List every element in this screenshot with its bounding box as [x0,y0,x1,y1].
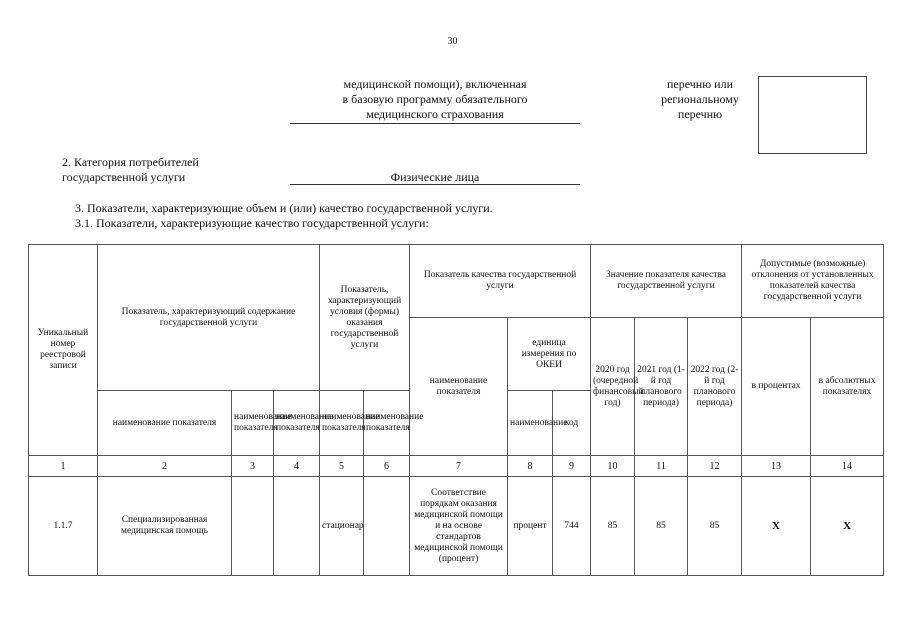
service-line: медицинского страхования [366,107,504,121]
header-indicator-name: наименование показателя [410,318,508,456]
col-number: 7 [410,456,508,477]
header-deviation: Допустимые (возможные) отклонения от установленных показателей качества государственной услуги [742,245,884,318]
col-number: 8 [508,456,553,477]
cell-empty [232,477,274,576]
service-name-block [290,77,580,122]
header-absolute: в абсолютных показателях [811,318,884,456]
col-number: 10 [591,456,635,477]
list-line: перечню [677,107,723,121]
header-registry: Уникальный номер реестровой записи [29,245,98,456]
category-label-line: 2. Категория потребителей [62,155,199,169]
header-unit-code: код [553,391,591,456]
quality-indicators-table [28,244,884,576]
col-number: 2 [98,456,232,477]
service-line: в базовую программу обязательного [342,92,528,106]
col-number: 4 [274,456,320,477]
header-year-2022: 2022 год (2-й год планового периода) [688,318,742,456]
header-quality: Показатель качества государственной услуги [410,245,591,318]
cell-empty [364,477,410,576]
category-underline [290,184,580,185]
table-row [29,477,884,576]
page-number: 30 [447,36,458,47]
service-line: медицинской помощи), включенная [343,77,527,91]
cell-value-2021: 85 [635,477,688,576]
col-number: 13 [742,456,811,477]
category-label [62,155,199,185]
cell-percent: Х [742,477,811,576]
header-content-name-3: наименование показателя [274,391,320,456]
header-condition-name-2: наименование показателя [364,391,410,456]
col-number: 9 [553,456,591,477]
cell-condition: стационар [320,477,364,576]
header-percent: в процентах [742,318,811,456]
cell-code: 744 [553,477,591,576]
list-line: перечню или [666,77,734,91]
header-conditions: Показатель, характеризующий условия (формы) оказания государственной услуги [320,245,410,391]
cell-unit: процент [508,477,553,576]
cell-registry: 1.1.7 [29,477,98,576]
col-number: 12 [688,456,742,477]
header-year-2021: 2021 год (1-й год планового периода) [635,318,688,456]
category-value: Физические лица [390,170,480,184]
header-year-2020: 2020 год (очередной финансовый год) [591,318,635,456]
cell-value-2022: 85 [688,477,742,576]
cell-indicator: Соответствие порядкам оказания медицинской помощи и на основе стандартов медицинской помощи (процент) [410,477,508,576]
col-number: 5 [320,456,364,477]
header-content-name-2: наименование показателя [232,391,274,456]
col-number: 14 [811,456,884,477]
cell-content: Специализированная медицинская помощь [98,477,232,576]
col-number: 11 [635,456,688,477]
cell-value-2020: 85 [591,477,635,576]
list-line: региональному [661,92,739,106]
header-condition-name: наименование показателя [320,391,364,456]
service-underline [290,123,580,124]
col-number: 3 [232,456,274,477]
column-numbers-row [29,456,884,477]
col-number: 1 [29,456,98,477]
category-label-line: государственной услуги [62,170,186,184]
header-content-name: наименование показателя [98,391,232,456]
cell-empty [274,477,320,576]
header-unit: единица измерения по ОКЕИ [508,318,591,391]
header-value: Значение показателя качества государственной услуги [591,245,742,318]
list-reference-block [640,77,760,122]
code-box [758,76,867,154]
col-number: 6 [364,456,410,477]
header-content: Показатель, характеризующий содержание государственной услуги [98,245,320,391]
section-3-1-heading: 3.1. Показатели, характеризующие качество государственной услуги: [75,216,429,230]
cell-absolute: Х [811,477,884,576]
section-3-heading: 3. Показатели, характеризующие объем и (или) качество государственной услуги. [75,201,493,215]
header-unit-name: наименование [508,391,553,456]
